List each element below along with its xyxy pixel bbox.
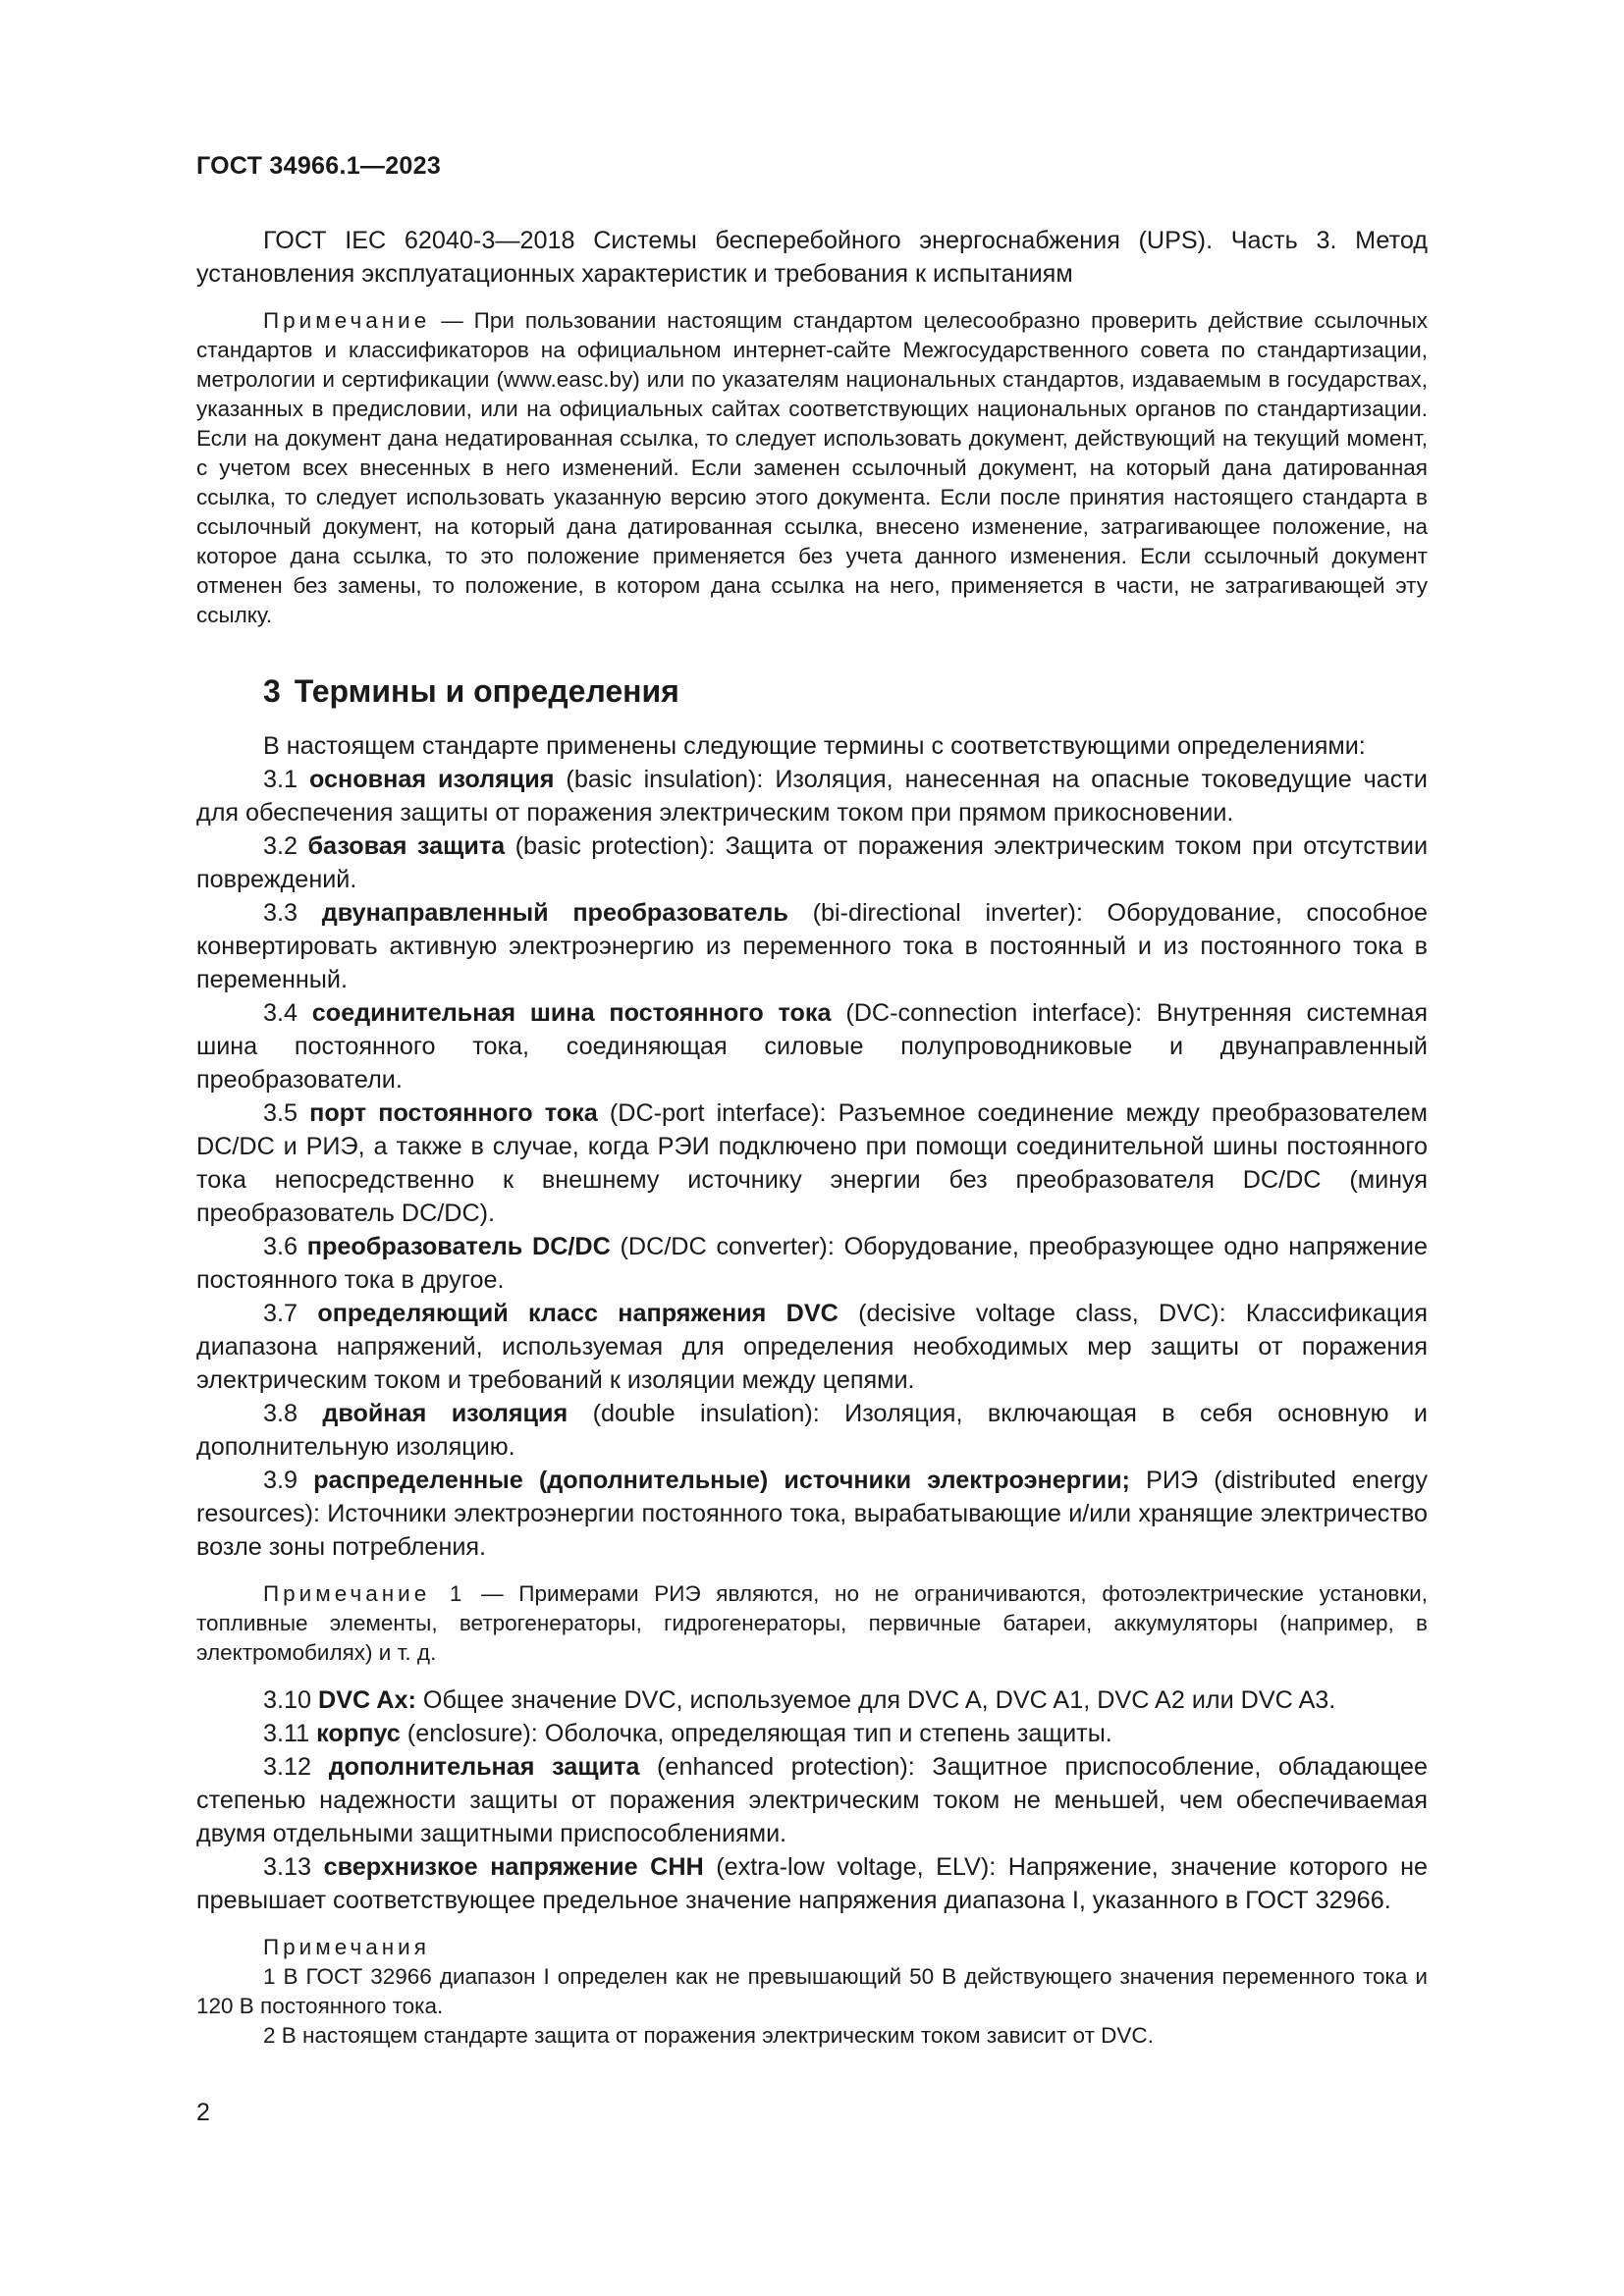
term-name: определяющий класс напряжения DVC	[317, 1300, 839, 1327]
term-name: соединительная шина постоянного тока	[311, 999, 832, 1027]
term-number: 3.8	[263, 1400, 298, 1427]
notes-block	[196, 1933, 1428, 2051]
term-definition: (enclosure): Оболочка, определяющая тип и степень защиты.	[400, 1720, 1112, 1747]
section-heading	[196, 673, 1428, 710]
term-definition: РИЭ (distributed energy resources): Источники электроэнергии постоянного тока, вырабатывающие и/или хранящие электричество возле зоны потребления.	[196, 1467, 1428, 1561]
term-entry	[196, 1850, 1428, 1917]
term-definition: (basic protection): Защита от поражения электрическим током при отсутствии повреждений.	[196, 832, 1429, 893]
section-title: Термины и определения	[294, 673, 679, 709]
term-definition: (double insulation): Изоляция, включающая в себя основную и дополнительную изоляцию.	[196, 1400, 1429, 1461]
term-definition: (DC/DC converter): Оборудование, преобразующее одно напряжение постоянного тока в другое.	[196, 1233, 1428, 1294]
term-entry	[196, 1683, 1428, 1717]
term-name: дополнительная защита	[328, 1753, 640, 1781]
terms-list-continued	[196, 1683, 1428, 1917]
term-entry	[196, 1096, 1428, 1230]
reference-note	[196, 306, 1428, 630]
term-entry	[196, 1717, 1428, 1750]
term-definition: Общее значение DVC, используемое для DVC A, DVC A1, DVC A2 или DVC A3.	[415, 1686, 1336, 1714]
section-number: 3	[263, 673, 281, 709]
term-name: двунаправленный преобразователь	[321, 899, 788, 927]
note-item: 1 В ГОСТ 32966 диапазон I определен как не превышающий 50 В действующего значения переменного тока и 120 В постоянного тока.	[196, 1964, 1428, 2018]
term-entry	[196, 829, 1428, 896]
term-number: 3.4	[263, 999, 298, 1027]
term-name: базовая защита	[307, 832, 506, 860]
term-number: 3.3	[263, 899, 298, 927]
term-entry	[196, 1750, 1428, 1850]
term-name: порт постоянного тока	[309, 1099, 598, 1127]
term-name: двойная изоляция	[322, 1400, 568, 1427]
terms-list	[196, 763, 1428, 1564]
notes-label	[196, 1933, 1428, 1962]
term-definition: (DC-port interface): Разъемное соединение между преобразователем DC/DC и РИЭ, а также в случае, когда РЭИ подключено при помощи соединительной шины постоянного тока непосредственно к внешнему источнику энергии без преобразователя DC/DC (минуя преобразователь DC/DC).	[196, 1099, 1429, 1227]
page-number: 2	[196, 2099, 210, 2126]
term-number: 3.5	[263, 1099, 298, 1127]
term-number: 3.1	[263, 766, 298, 793]
term-entry	[196, 763, 1428, 829]
document-header: ГОСТ 34966.1—2023	[196, 152, 442, 180]
term-number: 3.12	[263, 1753, 312, 1781]
term-definition: (extra-low voltage, ELV): Напряжение, значение которого не превышает соответствующее предельное значение напряжения диапазона I, указанного в ГОСТ 32966.	[196, 1853, 1428, 1914]
term-number: 3.6	[263, 1233, 298, 1260]
term-definition: (enhanced protection): Защитное приспособление, обладающее степенью надежности защиты от поражения электрическим током не меньшей, чем обеспечиваемая двумя отдельными защитными приспособлениями.	[196, 1753, 1429, 1847]
reference-iec-62040: ГОСТ IEC 62040-3—2018 Системы бесперебойного энергоснабжения (UPS). Часть 3. Метод установления эксплуатационных характеристик и требования к испытаниям	[196, 227, 1428, 288]
term-definition: (decisive voltage class, DVC): Классификация диапазона напряжений, используемая для определения необходимых мер защиты от поражения электрическим током и требований к изоляции между цепями.	[196, 1300, 1429, 1394]
term-entry	[196, 1397, 1428, 1464]
term-number: 3.11	[263, 1720, 310, 1747]
term-name: основная изоляция	[308, 766, 555, 793]
term-entry	[196, 996, 1428, 1096]
term-definition: (basic insulation): Изоляция, нанесенная на опасные токоведущие части для обеспечения защиты от поражения электрическим током при прямом прикосновении.	[196, 766, 1429, 827]
term-entry	[196, 896, 1428, 996]
term-number: 3.7	[263, 1300, 298, 1327]
term-name: сверхнизкое напряжение СНН	[323, 1853, 704, 1881]
note-item: 2 В настоящем стандарте защита от поражения электрическим током зависит от DVC.	[263, 2023, 1154, 2048]
section-intro: В настоящем стандарте применены следующие термины с соответствующими определениями:	[263, 732, 1366, 760]
term-number: 3.10	[263, 1686, 312, 1714]
note-label: Примечание	[263, 308, 431, 333]
note-text: — Примерами РИЭ являются, но не ограничиваются, фотоэлектрические установки, топливные элементы, ветрогенераторы, гидрогенераторы, первичные батареи, аккумуляторы (например, в электромобилях) и т. д.	[196, 1581, 1428, 1665]
note-label: Примечание 1	[263, 1581, 466, 1606]
term-definition: (DC-connection interface): Внутренняя системная шина постоянного тока, соединяющая силовые полупроводниковые и двунаправленный преобразователи.	[196, 999, 1428, 1094]
term-number: 3.13	[263, 1853, 312, 1881]
term-name: преобразователь DC/DC	[306, 1233, 611, 1260]
term-entry	[196, 1230, 1428, 1297]
term-name: распределенные (дополнительные) источники электроэнергии;	[313, 1467, 1130, 1494]
term-name: DVC Ax:	[318, 1686, 416, 1714]
term-definition: (bi-directional inverter): Оборудование, способное конвертировать активную электроэнергию из переменного тока в постоянный и из постоянного тока в переменный.	[196, 899, 1428, 993]
term-number: 3.2	[263, 832, 298, 860]
term-entry	[196, 1464, 1428, 1564]
term-name: корпус	[316, 1720, 401, 1747]
note-text: — При пользовании настоящим стандартом целесообразно проверить действие ссылочных стандартов и классификаторов на официальном интернет-сайте Межгосударственного совета по стандартизации, метрологии и сертификации (www.easc.by) или по указателям национальных стандартов, издаваемым в государствах, указанных в предисловии, или на официальных сайтах соответствующих национальных органов по стандартизации. Если на документ дана недатированная ссылка, то следует использовать документ, действующий на текущий момент, с учетом всех внесенных в него изменений. Если заменен ссылочный документ, на который дана датированная ссылка, то следует использовать указанную версию этого документа. Если после принятия настоящего стандарта в ссылочный документ, на который дана датированная ссылка, внесено изменение, затрагивающее положение, на которое дана ссылка, то это положение применяется без учета данного изменения. Если ссылочный документ отменен без замены, то положение, в котором дана ссылка на него, применяется в части, не затрагивающей эту ссылку.	[196, 308, 1428, 627]
der-note	[196, 1579, 1428, 1668]
term-number: 3.9	[263, 1467, 298, 1494]
term-entry	[196, 1297, 1428, 1397]
notes-label-text: Примечания	[263, 1935, 430, 1959]
